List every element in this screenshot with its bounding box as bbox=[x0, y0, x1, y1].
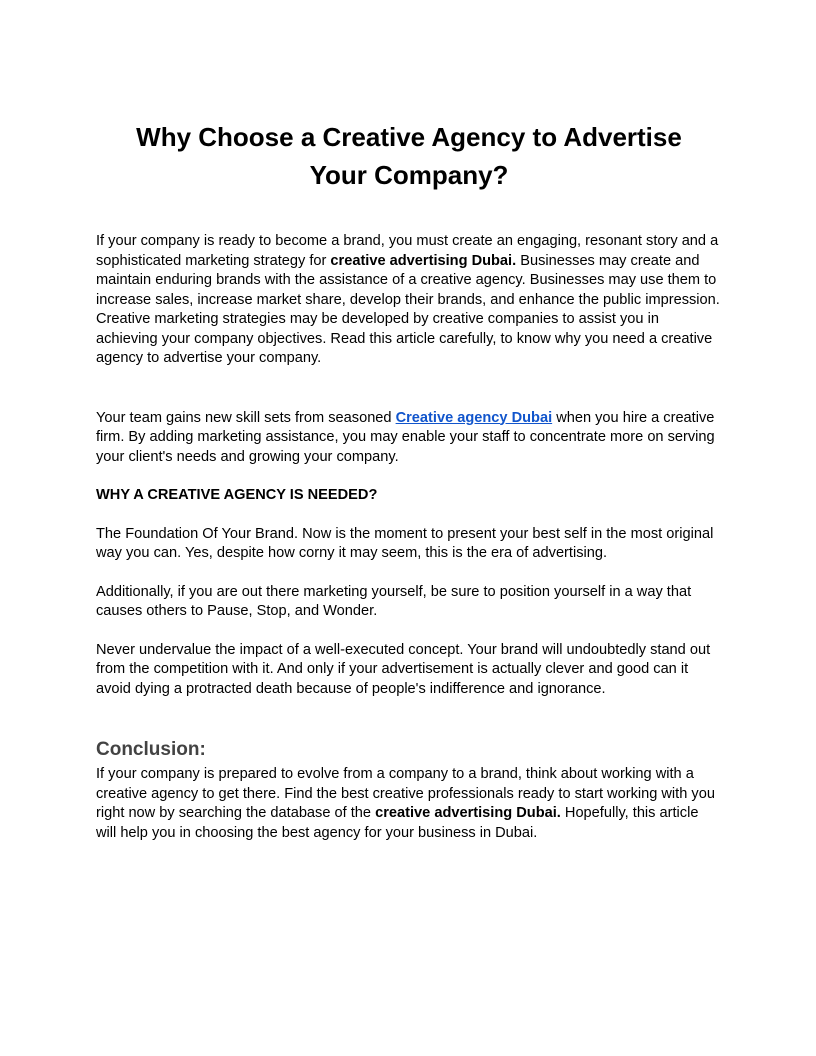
intro-text-2: Businesses may create and maintain enduring brands with the assistance of a creative agency. Businesses may use them to increase sales, increase market share, develop their brands, and enhance the public impression. Creative marketing strategies may be developed by creative companies to assist you in achieving your company objectives. Read this article carefully, to know why you need a creative agency to advertise your company. bbox=[96, 252, 720, 366]
spacer bbox=[96, 622, 722, 641]
conclusion-text-2: Hopefully, this article will help you in choosing the best agency for your business in Dubai. bbox=[96, 805, 699, 841]
creative-agency-dubai-link[interactable]: Creative agency Dubai bbox=[395, 409, 553, 426]
team-paragraph bbox=[96, 409, 722, 468]
intro-bold-keyword: creative advertising Dubai. bbox=[330, 252, 517, 269]
why-heading: WHY A CREATIVE AGENCY IS NEEDED? bbox=[96, 487, 378, 503]
additionally-paragraph: Additionally, if you are out there marketing yourself, be sure to position yourself in a way that causes others to Pause, Stop, and Wonder. bbox=[96, 583, 692, 619]
spacer bbox=[96, 564, 722, 583]
team-text-2: when you hire a creative firm. By adding marketing assistance, you may enable your staff to concentrate more on serving your client's needs and growing your company. bbox=[96, 409, 715, 465]
conclusion-paragraph bbox=[96, 765, 722, 843]
conclusion-bold-keyword: creative advertising Dubai. bbox=[375, 805, 561, 821]
never-paragraph: Never undervalue the impact of a well-executed concept. Your brand will undoubtedly stand out from the competition with it. And only if your advertisement is actually clever and good can it avoid dying a protracted death because of people's indifference and ignorance. bbox=[96, 641, 711, 697]
foundation-paragraph: The Foundation Of Your Brand. Now is the moment to present your best self in the most original way you can. Yes, despite how corny it may seem, this is the era of advertising. bbox=[96, 525, 714, 561]
spacer bbox=[96, 369, 722, 409]
spacer bbox=[96, 467, 722, 486]
team-text-1: Your team gains new skill sets from seasoned bbox=[96, 409, 396, 426]
page-title-line-1: Why Choose a Creative Agency to Advertise bbox=[136, 122, 682, 152]
intro-text-1: If your company is ready to become a brand, you must create an engaging, resonant story and a sophisticated marketing strategy for bbox=[96, 233, 719, 269]
page-title-line-2: Your Company? bbox=[309, 160, 509, 190]
conclusion-text-1: If your company is prepared to evolve from a company to a brand, think about working with a creative agency to get there. Find the best creative professionals ready to start working with you right now by searching the database of the bbox=[96, 766, 715, 821]
page-title bbox=[96, 118, 722, 194]
intro-paragraph bbox=[96, 232, 722, 369]
spacer bbox=[96, 699, 722, 737]
document-page bbox=[96, 118, 722, 843]
conclusion-heading: Conclusion: bbox=[96, 739, 206, 760]
spacer bbox=[96, 506, 722, 525]
